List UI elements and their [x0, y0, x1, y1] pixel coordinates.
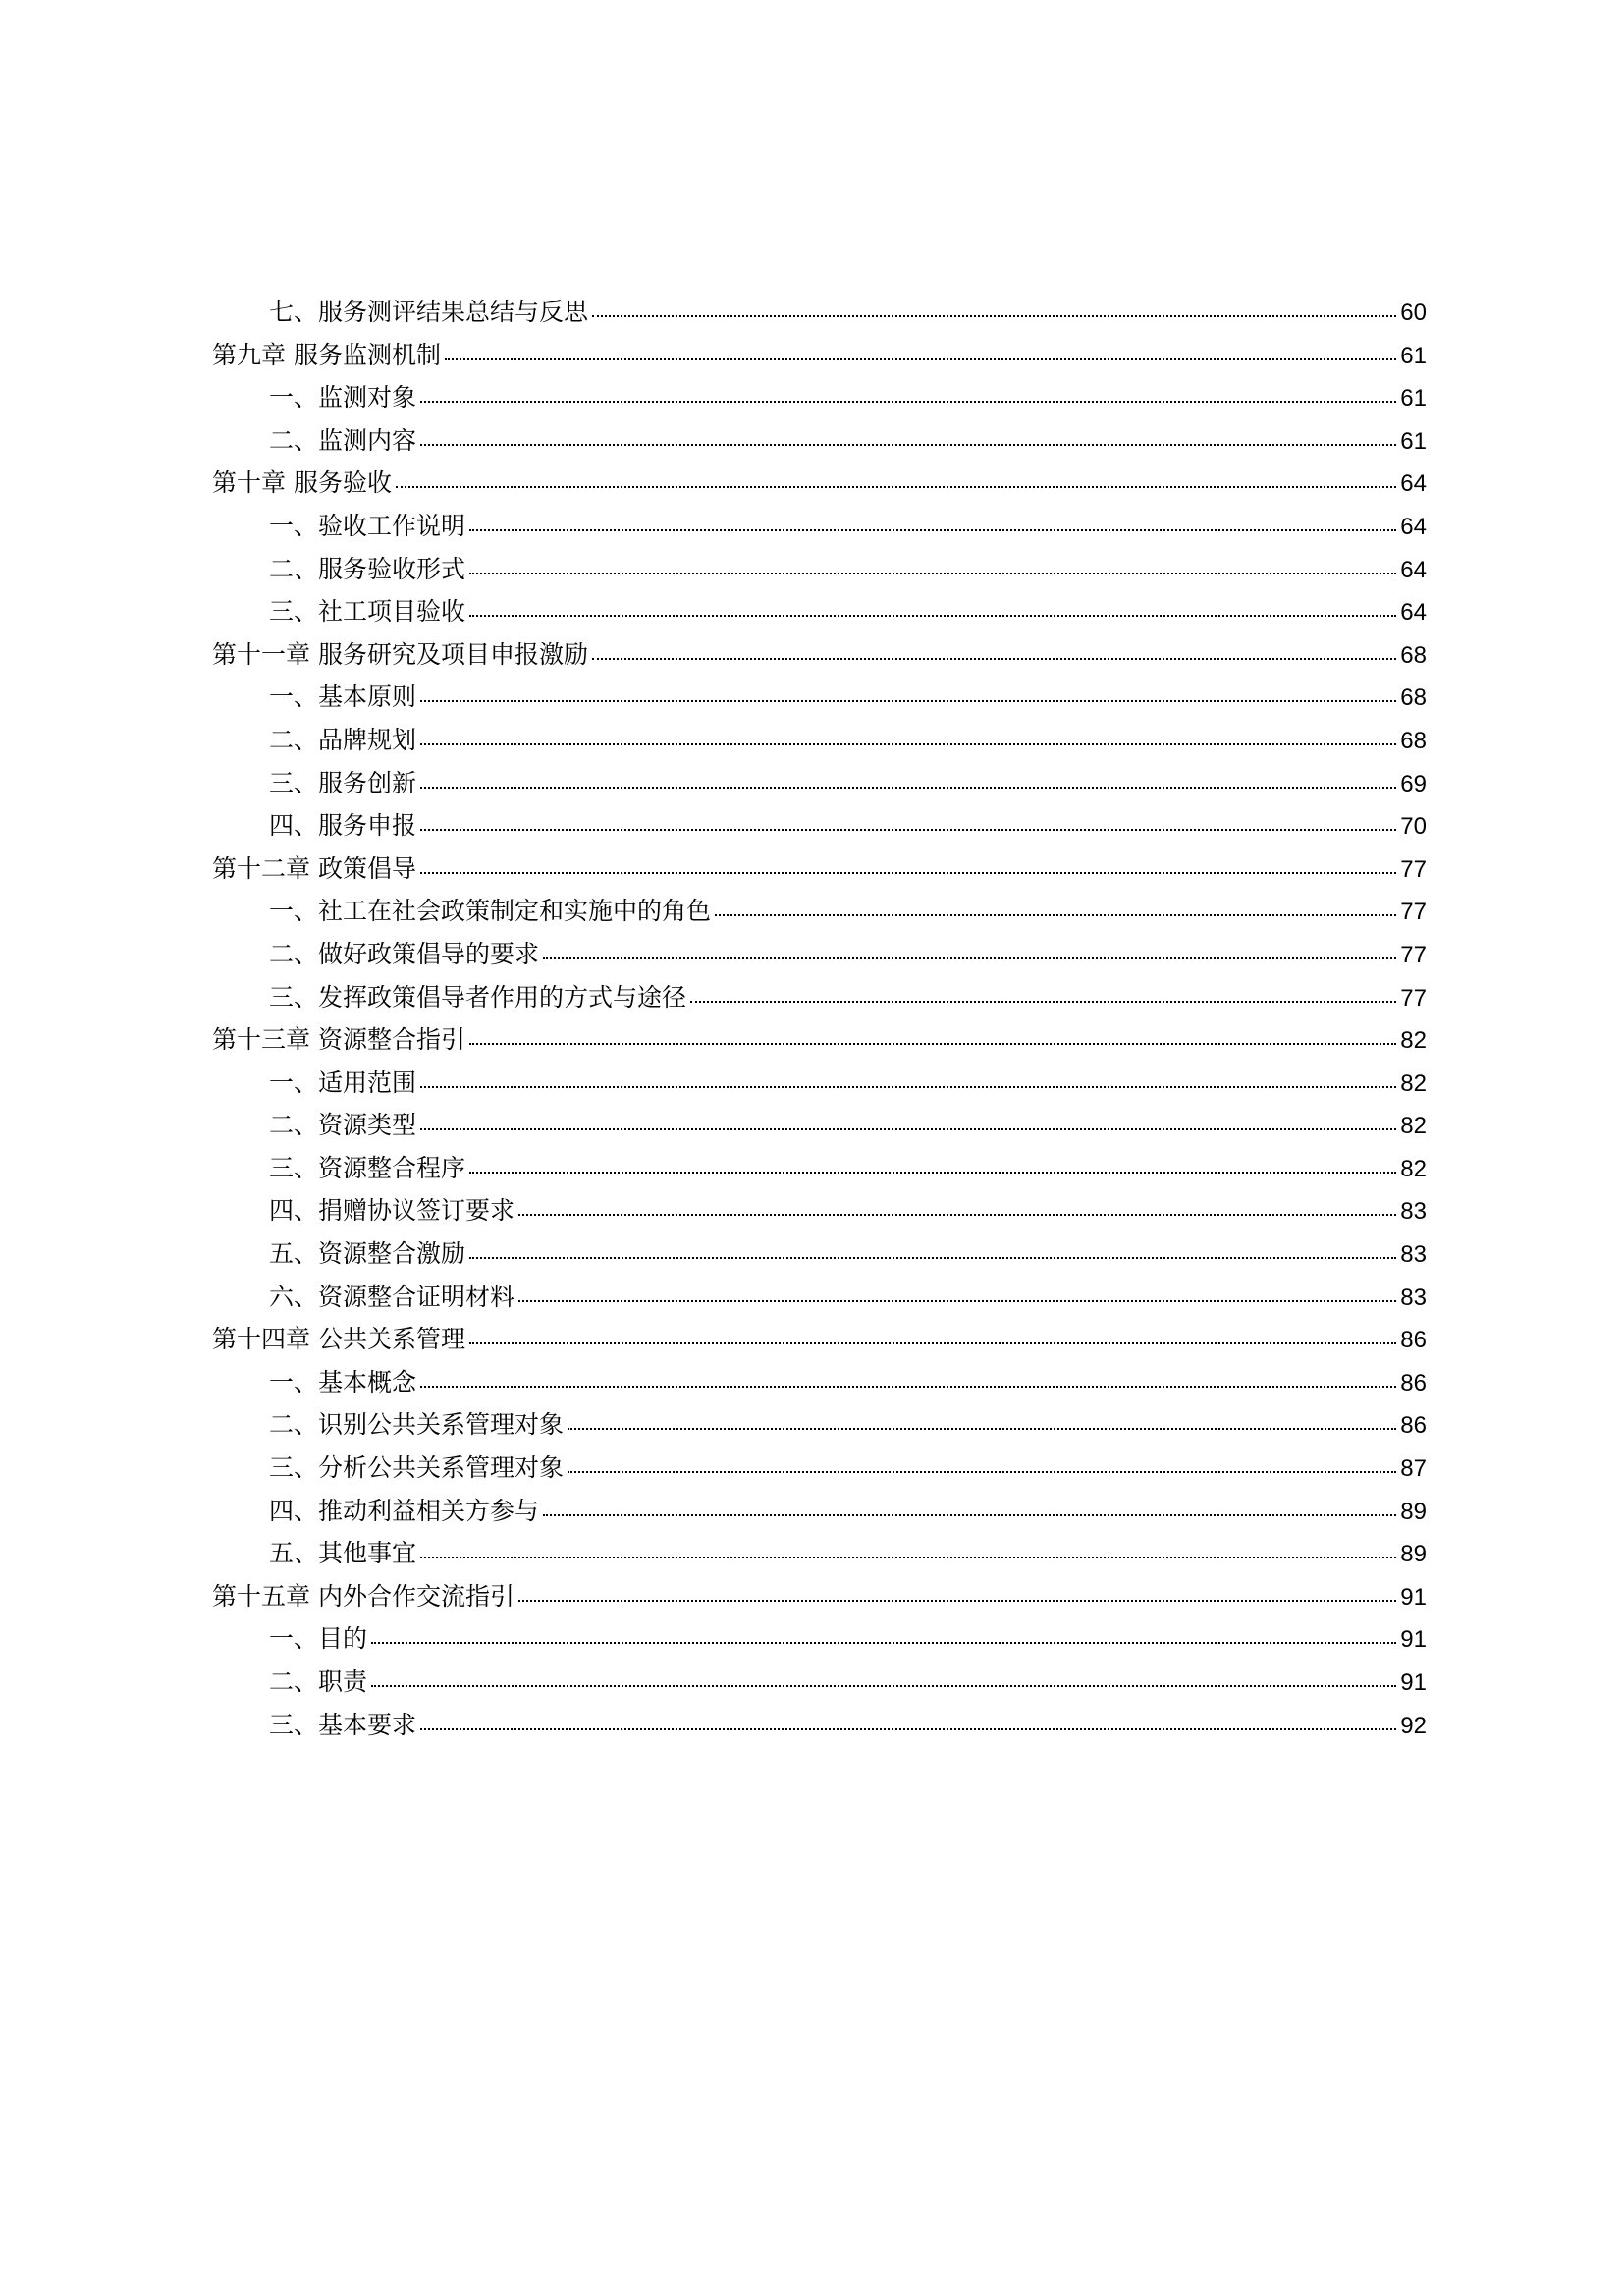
toc-section-entry[interactable]	[212, 1232, 1427, 1276]
toc-section-entry[interactable]	[212, 1361, 1427, 1404]
toc-page-number: 68	[1400, 727, 1427, 754]
toc-section-entry[interactable]	[212, 1276, 1427, 1319]
toc-entry-title: 第十二章 政策倡导	[212, 853, 416, 883]
toc-dot-leader	[469, 615, 1396, 617]
toc-page-number: 87	[1400, 1455, 1427, 1483]
toc-chapter-entry[interactable]	[212, 462, 1427, 505]
toc-section-entry[interactable]	[212, 505, 1427, 548]
toc-dot-leader	[371, 1685, 1396, 1687]
toc-dot-leader	[420, 1386, 1396, 1388]
toc-dot-leader	[396, 486, 1396, 488]
toc-section-entry[interactable]	[212, 1490, 1427, 1533]
toc-entry-title: 一、监测对象	[269, 383, 417, 412]
toc-section-entry[interactable]	[212, 590, 1427, 633]
toc-entry-title: 第九章 服务监测机制	[212, 340, 441, 369]
toc-dot-leader	[420, 829, 1396, 831]
toc-section-entry[interactable]	[212, 1104, 1427, 1147]
toc-entry-title: 二、资源类型	[269, 1111, 417, 1140]
toc-page-number: 60	[1400, 300, 1427, 326]
toc-section-entry[interactable]	[212, 1403, 1427, 1447]
toc-page-number: 89	[1400, 1498, 1427, 1525]
toc-page-number: 83	[1400, 1198, 1427, 1226]
toc-section-entry[interactable]	[212, 976, 1427, 1019]
toc-page-number: 82	[1400, 1069, 1427, 1097]
toc-page-number: 68	[1400, 684, 1427, 712]
toc-entry-title: 二、识别公共关系管理对象	[269, 1410, 565, 1440]
toc-page-number: 91	[1400, 1626, 1427, 1654]
toc-entry-title: 一、社工在社会政策制定和实施中的角色	[269, 897, 712, 926]
toc-dot-leader	[690, 1001, 1396, 1003]
toc-dot-leader	[469, 529, 1396, 531]
toc-page-number: 92	[1400, 1712, 1427, 1739]
toc-entry-title: 二、品牌规划	[269, 725, 417, 754]
toc-entry-title: 五、其他事宜	[269, 1539, 417, 1568]
toc-dot-leader	[543, 1514, 1396, 1516]
toc-section-entry[interactable]	[212, 1147, 1427, 1190]
toc-entry-title: 四、捐赠协议签订要求	[269, 1196, 515, 1226]
toc-page-number: 82	[1400, 1027, 1427, 1055]
toc-section-entry[interactable]	[212, 419, 1427, 463]
toc-page-number: 64	[1400, 556, 1427, 583]
toc-section-entry[interactable]	[212, 762, 1427, 805]
toc-page-number: 82	[1400, 1113, 1427, 1140]
toc-page-number: 69	[1400, 770, 1427, 797]
toc-section-entry[interactable]	[212, 804, 1427, 847]
toc-dot-leader	[469, 1172, 1396, 1174]
toc-entry-title: 一、基本概念	[269, 1367, 417, 1396]
toc-dot-leader	[469, 1257, 1396, 1259]
toc-dot-leader	[420, 743, 1396, 745]
toc-entry-title: 三、资源整合程序	[269, 1153, 466, 1182]
toc-section-entry[interactable]	[212, 1661, 1427, 1704]
toc-page-number: 77	[1400, 855, 1427, 883]
toc-entry-title: 三、基本要求	[269, 1710, 417, 1739]
toc-section-entry[interactable]	[212, 676, 1427, 719]
toc-section-entry[interactable]	[212, 1617, 1427, 1661]
toc-dot-leader	[592, 315, 1396, 317]
toc-entry-title: 三、服务创新	[269, 768, 417, 797]
toc-entry-title: 一、目的	[269, 1624, 368, 1654]
toc-entry-title: 六、资源整合证明材料	[269, 1282, 515, 1311]
toc-dot-leader	[518, 1300, 1396, 1302]
toc-entry-title: 四、服务申报	[269, 811, 417, 841]
toc-entry-title: 三、分析公共关系管理对象	[269, 1453, 565, 1483]
toc-section-entry[interactable]	[212, 1704, 1427, 1747]
toc-section-entry[interactable]	[212, 291, 1427, 334]
table-of-contents	[212, 291, 1427, 1746]
toc-entry-title: 第十四章 公共关系管理	[212, 1325, 465, 1354]
toc-entry-title: 二、服务验收形式	[269, 554, 466, 583]
toc-section-entry[interactable]	[212, 376, 1427, 419]
toc-page-number: 64	[1400, 513, 1427, 540]
toc-page-number: 82	[1400, 1155, 1427, 1182]
toc-section-entry[interactable]	[212, 1062, 1427, 1105]
toc-section-entry[interactable]	[212, 1532, 1427, 1575]
toc-page-number: 68	[1400, 641, 1427, 669]
toc-page-number: 64	[1400, 470, 1427, 498]
toc-entry-title: 二、职责	[269, 1667, 368, 1696]
toc-page-number: 86	[1400, 1369, 1427, 1396]
toc-dot-leader	[420, 444, 1396, 446]
toc-page-number: 77	[1400, 984, 1427, 1011]
toc-entry-title: 二、监测内容	[269, 425, 417, 455]
toc-dot-leader	[420, 1728, 1396, 1730]
toc-page-number: 61	[1400, 427, 1427, 455]
toc-section-entry[interactable]	[212, 933, 1427, 976]
toc-page-number: 70	[1400, 813, 1427, 841]
toc-entry-title: 第十章 服务验收	[212, 468, 392, 498]
toc-dot-leader	[469, 1043, 1396, 1045]
toc-entry-title: 三、发挥政策倡导者作用的方式与途径	[269, 982, 687, 1011]
toc-section-entry[interactable]	[212, 1447, 1427, 1490]
toc-dot-leader	[543, 957, 1396, 959]
toc-dot-leader	[568, 1471, 1396, 1473]
toc-dot-leader	[420, 1086, 1396, 1088]
toc-dot-leader	[420, 401, 1396, 403]
toc-dot-leader	[420, 872, 1396, 874]
toc-entry-title: 三、社工项目验收	[269, 597, 466, 627]
toc-entry-title: 七、服务测评结果总结与反思	[269, 298, 589, 326]
toc-chapter-entry[interactable]	[212, 1018, 1427, 1062]
toc-dot-leader	[715, 914, 1396, 916]
toc-section-entry[interactable]	[212, 1189, 1427, 1232]
toc-dot-leader	[469, 1342, 1396, 1344]
toc-page-number: 77	[1400, 941, 1427, 968]
toc-page-number: 86	[1400, 1327, 1427, 1354]
toc-chapter-entry[interactable]	[212, 334, 1427, 377]
toc-dot-leader	[469, 573, 1396, 574]
toc-entry-title: 一、适用范围	[269, 1067, 417, 1097]
toc-page-number: 91	[1400, 1583, 1427, 1611]
toc-page-number: 61	[1400, 385, 1427, 412]
toc-page-number: 83	[1400, 1284, 1427, 1311]
toc-page-number: 64	[1400, 599, 1427, 627]
toc-page-number: 86	[1400, 1412, 1427, 1440]
toc-section-entry[interactable]	[212, 719, 1427, 762]
toc-dot-leader	[420, 700, 1396, 702]
toc-page-number: 77	[1400, 899, 1427, 926]
toc-entry-title: 二、做好政策倡导的要求	[269, 939, 540, 968]
toc-chapter-entry[interactable]	[212, 847, 1427, 891]
toc-entry-title: 第十三章 资源整合指引	[212, 1025, 465, 1055]
toc-dot-leader	[568, 1428, 1396, 1430]
toc-chapter-entry[interactable]	[212, 1318, 1427, 1361]
toc-page-number: 89	[1400, 1541, 1427, 1568]
toc-section-entry[interactable]	[212, 548, 1427, 591]
toc-dot-leader	[420, 1557, 1396, 1558]
toc-section-entry[interactable]	[212, 890, 1427, 933]
toc-entry-title: 四、推动利益相关方参与	[269, 1496, 540, 1525]
toc-page-number: 61	[1400, 342, 1427, 369]
toc-dot-leader	[420, 1128, 1396, 1130]
toc-dot-leader	[420, 787, 1396, 789]
toc-chapter-entry[interactable]	[212, 1575, 1427, 1618]
toc-dot-leader	[518, 1214, 1396, 1216]
toc-dot-leader	[371, 1642, 1396, 1644]
toc-page-number: 91	[1400, 1669, 1427, 1696]
toc-entry-title: 一、验收工作说明	[269, 511, 466, 540]
toc-entry-title: 五、资源整合激励	[269, 1239, 466, 1269]
toc-page-number: 83	[1400, 1241, 1427, 1269]
toc-dot-leader	[518, 1600, 1396, 1602]
toc-entry-title: 第十五章 内外合作交流指引	[212, 1581, 514, 1611]
toc-entry-title: 一、基本原则	[269, 683, 417, 712]
toc-dot-leader	[592, 658, 1396, 660]
toc-entry-title: 第十一章 服务研究及项目申报激励	[212, 639, 588, 669]
toc-chapter-entry[interactable]	[212, 633, 1427, 677]
toc-dot-leader	[445, 358, 1396, 360]
